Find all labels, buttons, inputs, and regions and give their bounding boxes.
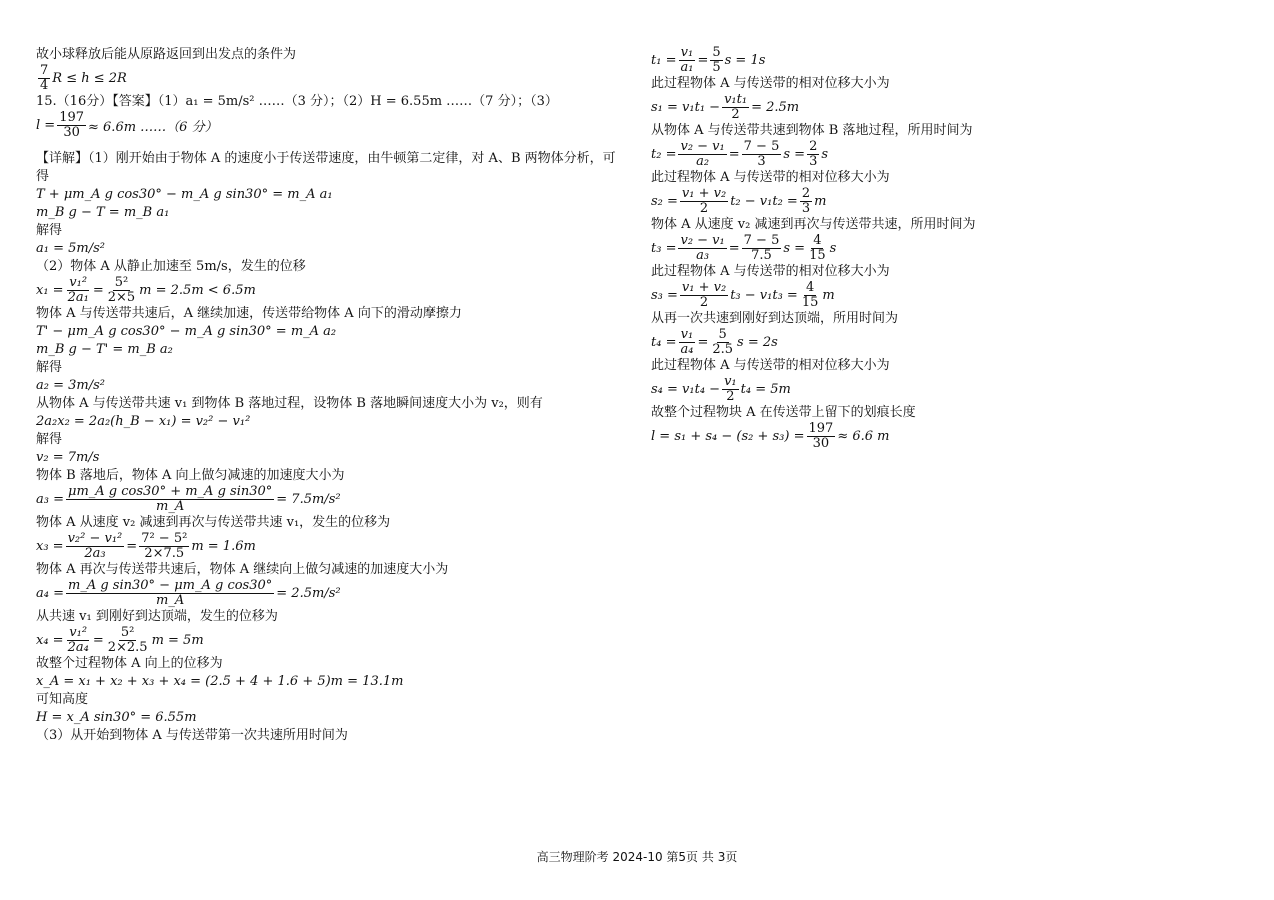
text-line: 解得 [36,223,63,238]
a4-formula: a₄ = $\frac{\text{m\_A g sin30° − μm\_A g cos30°}}{m\_A}$ = 2.5m/s² [36,578,341,608]
text-line: 物体 A 从速度 v₂ 减速到再次与传送带共速，所用时间为 [651,217,976,232]
x1-formula: x₁ = $\frac{\text{v₁²}}{\text{2a₁}}$ = $\frac{\text{5²}}{2\times 5}$ m = 2.5m < 6.5m [36,275,256,305]
equation: T' − μm_A g cos30° − m_A g sin30° = m_A a₂ [36,324,337,339]
equation: m_B g − T = m_B a₁ [36,205,170,220]
equation: x_A = x₁ + x₂ + x₃ + x₄ = (2.5 + 4 + 1.6 + 5)m = 13.1m [36,674,404,689]
s2-formula: s₂ = $\frac{\text{v₁ + v₂}}{2}$ t₂ − v₁t₂ = $\frac{2}{3}$ m [651,186,827,216]
equation: a₁ = 5m/s² [36,241,105,256]
text-line: 从再一次共速到刚好到达顶端，所用时间为 [651,311,899,326]
equation: T + μm_A g cos30° − m_A g sin30° = m_A a₁ [36,187,333,202]
text-line: 解得 [36,360,63,375]
text-line: 物体 A 从速度 v₂ 减速到再次与传送带共速 v₁，发生的位移为 [36,515,391,530]
condition-formula: $\frac{7}{4}$ R ≤ h ≤ 2R [40,63,127,93]
t4-formula: t₄ = $\frac{\text{v₁}}{\text{a₄}}$ = $\frac{5}{2.5}$ s = 2s [651,327,778,357]
left-column [36,46,636,745]
text-line: 物体 A 与传送带共速后，A 继续加速，传送带给物体 A 向下的滑动摩擦力 [36,306,462,321]
text-line: 此过程物体 A 与传送带的相对位移大小为 [651,76,890,91]
text-line: 解得 [36,432,63,447]
text-line: 故整个过程物体 A 向上的位移为 [36,656,223,671]
s3-formula: s₃ = $\frac{\text{v₁ + v₂}}{2}$ t₃ − v₁t₃ = $\frac{4}{15}$ m [651,280,835,310]
a3-formula: a₃ = $\frac{\text{μm\_A g cos30° + m\_A g sin30°}}{m\_A}$ = 7.5m/s² [36,484,341,514]
text-line: 从物体 A 与传送带共速到物体 B 落地过程，所用时间为 [651,123,973,138]
text-line: 从共速 v₁ 到刚好到达顶端，发生的位移为 [36,609,278,624]
text-line: 故整个过程物块 A 在传送带上留下的划痕长度 [651,405,916,420]
equation: 2a₂x₂ = 2a₂(h_B − x₁) = v₂² − v₁² [36,414,251,429]
x3-formula: x₃ = $\frac{\text{v₂² − v₁²}}{\text{2a₃}}$ = $\frac{\text{7² − 5²}}{2\times 7.5}$ m = 1.6m [36,531,256,561]
t1-formula: t₁ = $\frac{\text{v₁}}{\text{a₁}}$ = $\frac{5}{5}$ s = 1s [651,45,766,75]
x4-formula: x₄ = $\frac{\text{v₁²}}{\text{2a₄}}$ = $\frac{\text{5²}}{2\times 2.5}$ m = 5m [36,625,204,655]
detail-line: 【详解】（1）刚开始由于物体 A 的速度小于传送带速度，由牛顿第二定律，对 A、B 两物体分析，可 [36,151,616,166]
t2-formula: t₂ = $\frac{\text{v₂ − v₁}}{\text{a₂}}$ = $\frac{7 - 5}{3}$ s = $\frac{2}{3}$ s [651,139,829,169]
text-line: 此过程物体 A 与传送带的相对位移大小为 [651,264,890,279]
right-column [651,46,1241,451]
text-line: 可知高度 [36,692,89,707]
answer-line: 15.（16分）【答案】（1）a₁ = 5m/s² ……（3 分）；（2）H = 6.55m ……（7 分）；（3） [36,94,558,109]
text-line: 物体 B 落地后，物体 A 向上做匀减速的加速度大小为 [36,468,345,483]
text-line: 此过程物体 A 与传送带的相对位移大小为 [651,170,890,185]
equation: v₂ = 7m/s [36,450,100,465]
equation: H = x_A sin30° = 6.55m [36,710,197,725]
text-line: 故小球释放后能从原路返回到出发点的条件为 [36,47,297,62]
l-formula: l = s₁ + s₄ − (s₂ + s₃) = $\frac{197}{30}$ ≈ 6.6 m [651,421,890,451]
text-line: 此过程物体 A 与传送带的相对位移大小为 [651,358,890,373]
s1-formula: s₁ = v₁t₁ − $\frac{\text{v₁t₁}}{2}$ = 2.5m [651,92,800,122]
t3-formula: t₃ = $\frac{\text{v₂ − v₁}}{\text{a₃}}$ = $\frac{7 - 5}{7.5}$ s = $\frac{4}{15}$ s [651,233,837,263]
page-footer: 高三物理阶考 2024-10 第5页 共 3页 [536,850,738,864]
detail-line: 得 [36,169,50,184]
text-line: （2）物体 A 从静止加速至 5m/s，发生的位移 [36,259,306,274]
equation: m_B g − T' = m_B a₂ [36,342,173,357]
text-line: 从物体 A 与传送带共速 v₁ 到物体 B 落地过程，设物体 B 落地瞬间速度大小为 v₂，则有 [36,396,543,411]
s4-formula: s₄ = v₁t₄ − $\frac{\text{v₁}}{2}$ t₄ = 5m [651,374,791,404]
text-line: （3）从开始到物体 A 与传送带第一次共速所用时间为 [36,728,348,743]
answer-formula: l = $\frac{197}{30}$ ≈ 6.6m ……（6 分） [36,110,218,140]
text-line: 物体 A 再次与传送带共速后，物体 A 继续向上做匀减速的加速度大小为 [36,562,449,577]
equation: a₂ = 3m/s² [36,378,105,393]
